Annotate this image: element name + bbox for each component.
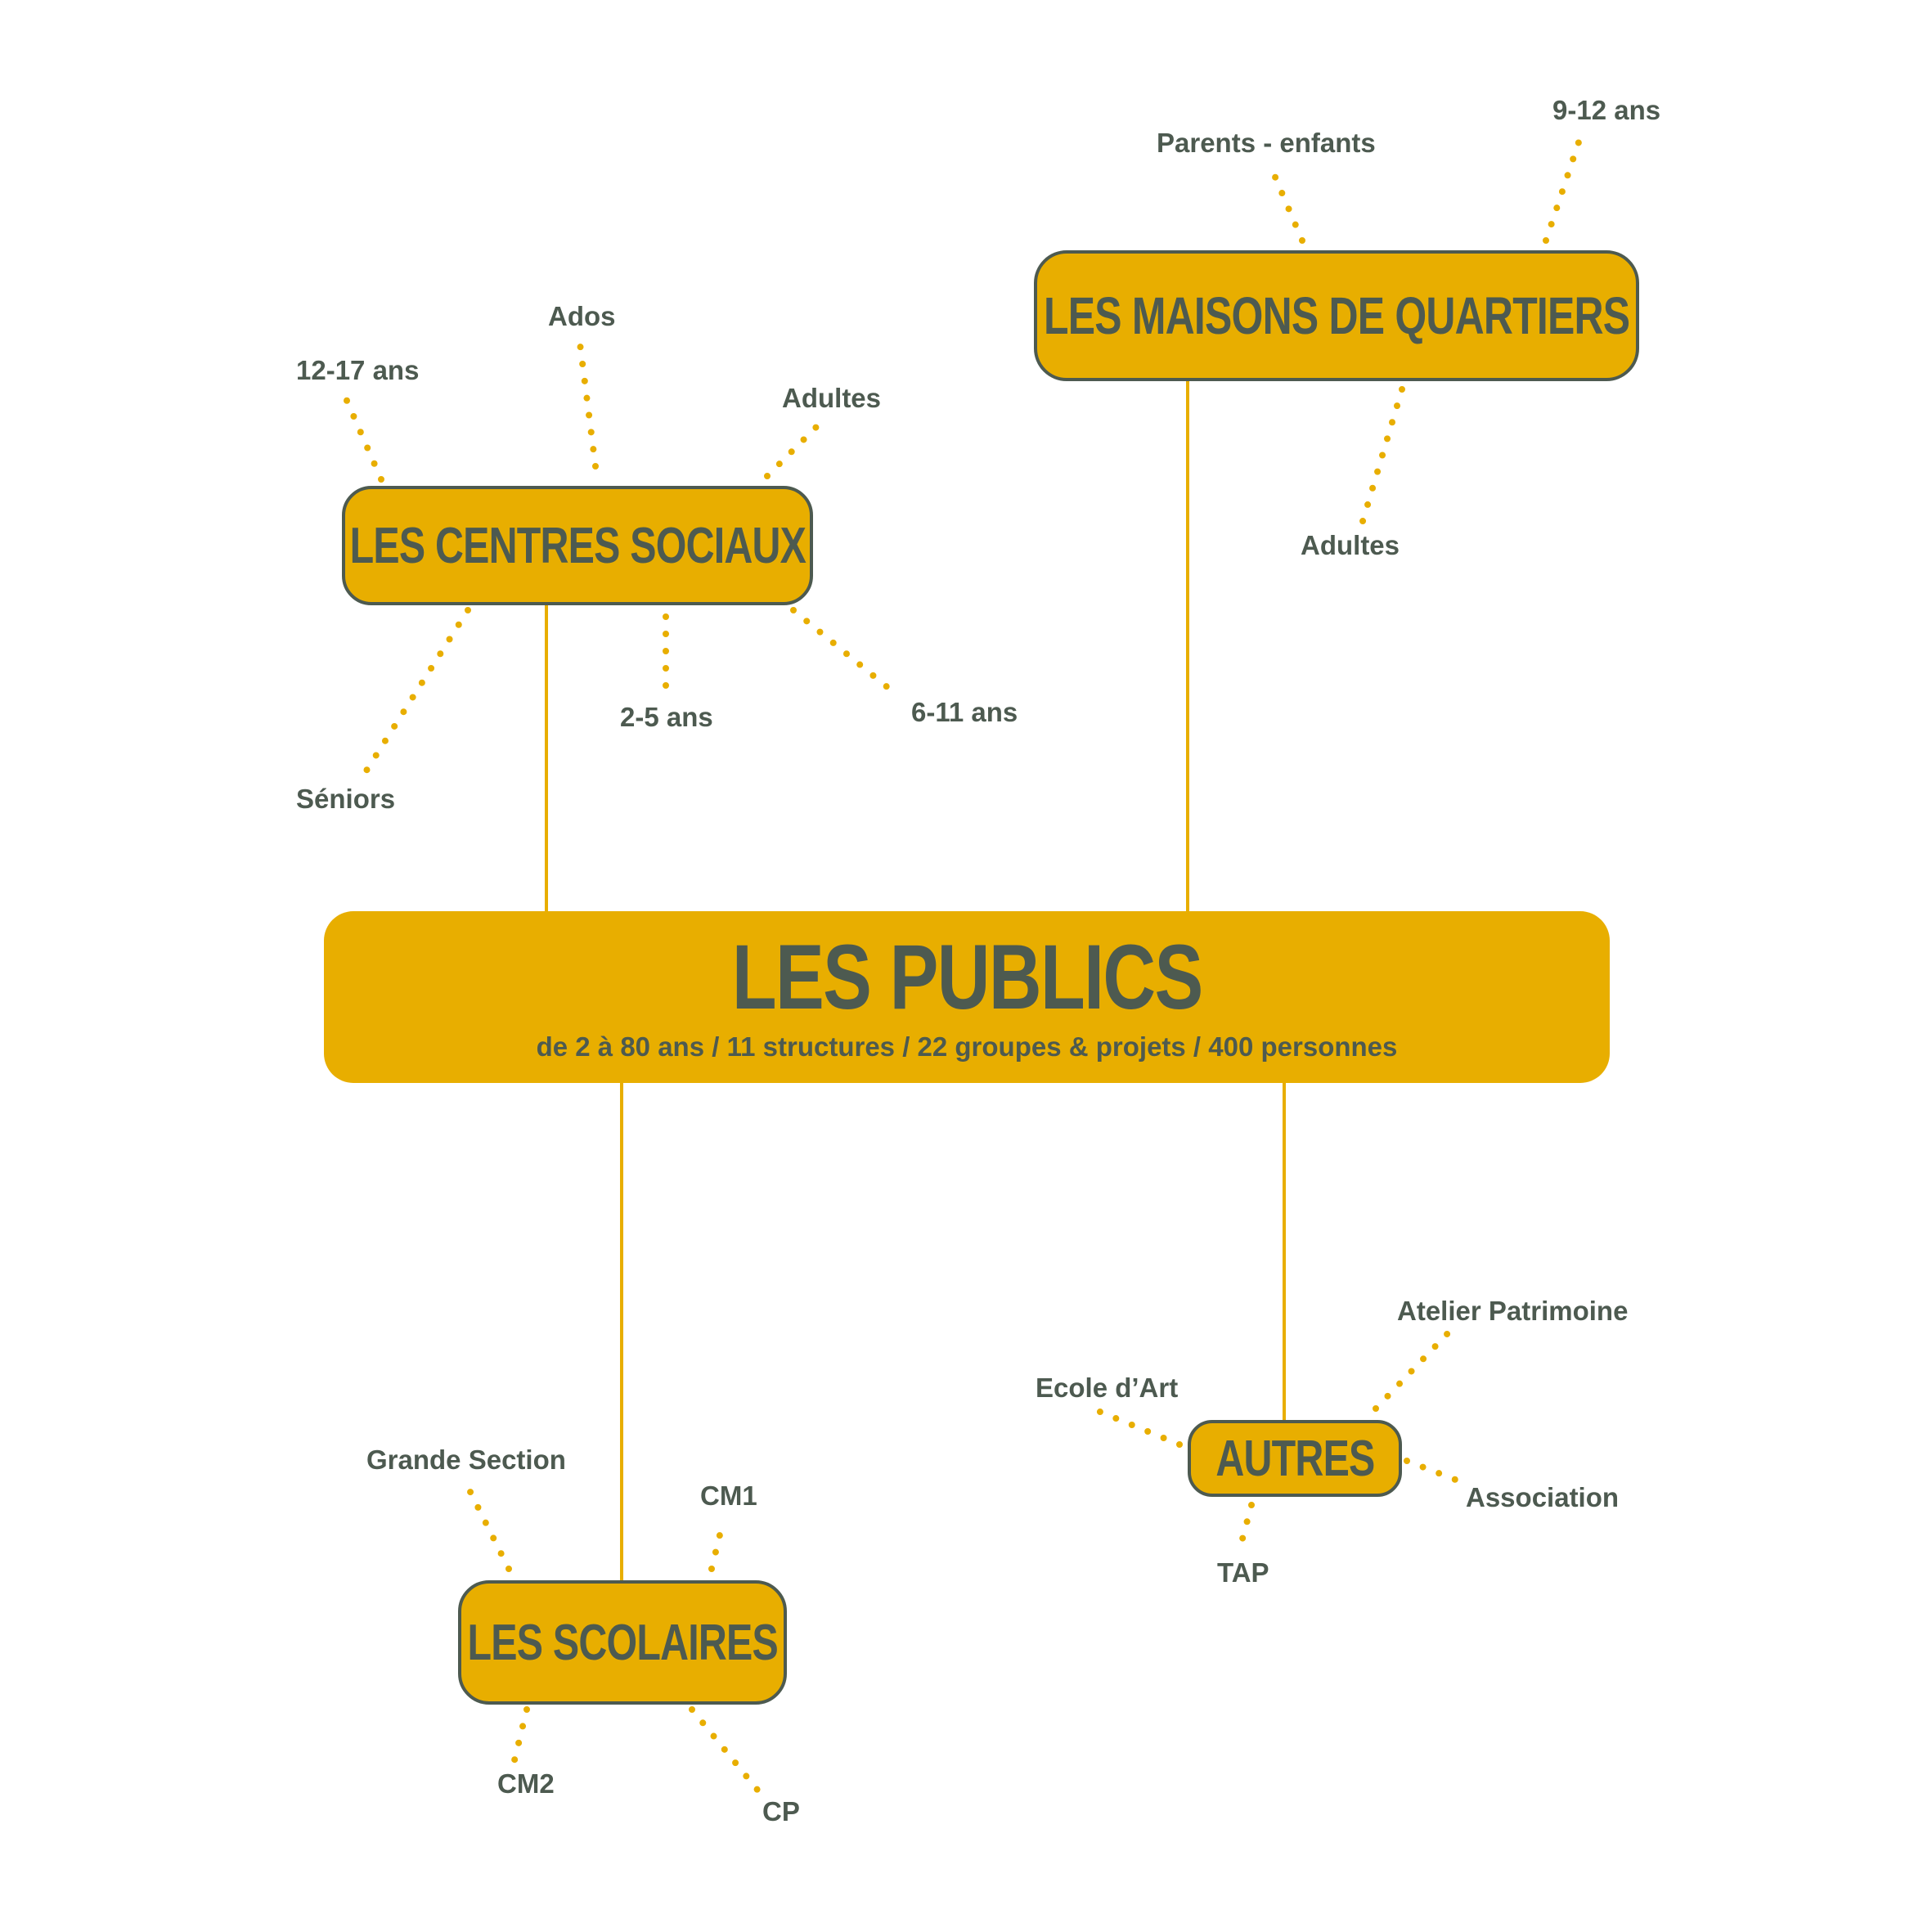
leaf-cp: CP [762,1796,800,1826]
node-centres-sociaux-title: LES CENTRES SOCIAUX [349,517,806,574]
dotted-link-9-12 [1546,128,1584,240]
node-scolaires-title: LES SCOLAIRES [467,1614,778,1671]
node-autres [1188,1420,1402,1497]
node-maisons-de-quartiers [1034,250,1639,381]
node-centres-sociaux [342,486,813,605]
dotted-link-association [1407,1461,1458,1480]
dotted-link-grande-section [468,1487,509,1569]
leaf-atelier-patrimoine: Atelier Patrimoine [1397,1296,1629,1326]
dotted-link-adultes-centres [767,419,824,476]
leaf-adultes-maisons: Adultes [1301,530,1400,560]
dotted-link-ecole-art [1096,1410,1179,1445]
leaf-9-12-ans: 9-12 ans [1552,95,1661,125]
dotted-link-tap [1238,1505,1251,1554]
leaf-cm1: CM1 [700,1480,757,1511]
main-node [324,911,1610,1083]
node-scolaires [458,1580,787,1705]
dotted-link-parents-enfants [1269,164,1302,240]
leaf-tap: TAP [1217,1557,1269,1588]
leaf-12-17-ans: 12-17 ans [296,355,420,385]
main-title: LES PUBLICS [731,926,1202,1028]
dotted-link-cp [692,1710,764,1798]
dotted-link-atelier [1376,1333,1448,1409]
leaf-adultes-centres: Adultes [782,383,882,413]
node-maisons-de-quartiers-title: LES MAISONS DE QUARTIERS [1043,286,1630,345]
node-autres-title: AUTRES [1215,1430,1375,1487]
leaf-seniors: Séniors [296,784,396,814]
dotted-link-12-17 [342,389,381,479]
dotted-link-seniors [366,610,468,771]
dotted-link-cm2 [514,1710,527,1764]
leaf-ados: Ados [548,301,616,331]
dotted-link-cm1 [712,1521,723,1569]
leaf-grande-section: Grande Section [366,1445,566,1475]
dotted-link-adultes-maisons [1361,389,1402,527]
main-subtitle: de 2 à 80 ans / 11 structures / 22 groupes & projets / 400 personnes [536,1031,1398,1062]
dotted-link-ados [579,337,595,466]
leaf-ecole-art: Ecole d’Art [1036,1373,1179,1403]
leaf-association: Association [1466,1482,1620,1512]
leaf-parents-enfants: Parents - enfants [1157,128,1376,158]
dotted-link-6-11 [793,610,893,692]
leaf-2-5-ans: 2-5 ans [620,702,713,732]
leaf-6-11-ans: 6-11 ans [911,697,1018,727]
leaf-cm2: CM2 [497,1768,555,1799]
